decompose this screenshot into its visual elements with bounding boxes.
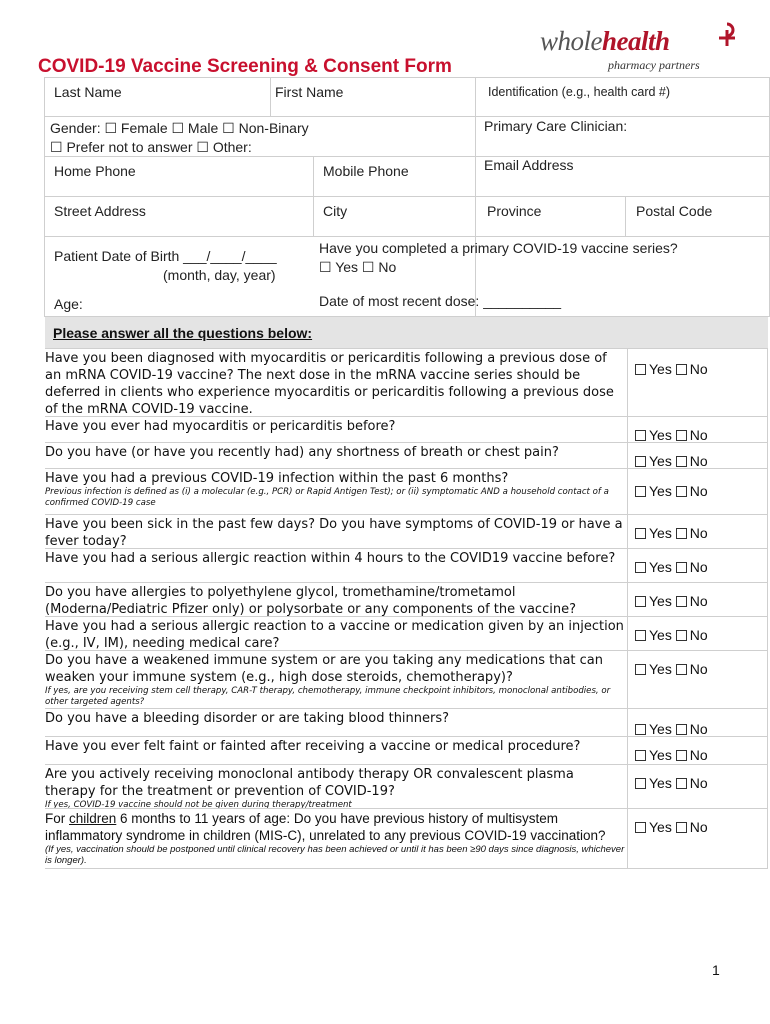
checkbox-icon	[635, 430, 646, 441]
yes-no-options	[635, 747, 708, 763]
table-bottom-border	[45, 868, 768, 869]
question-text	[45, 470, 625, 509]
yes-checkbox[interactable]	[635, 593, 672, 609]
no-label: No	[689, 775, 708, 791]
no-checkbox[interactable]	[676, 361, 708, 377]
question-text	[45, 584, 625, 618]
question-text	[45, 766, 625, 811]
dob-field[interactable]: Patient Date of Birth ___/____/____	[54, 248, 277, 264]
question-text-main: Do you have (or have you recently had) any shortness of breath or chest pain?	[45, 445, 559, 460]
yes-no-options	[635, 559, 708, 575]
question-text	[45, 516, 625, 550]
checkbox-icon	[635, 822, 646, 833]
first-name-field[interactable]: First Name	[275, 84, 344, 100]
logo-word-health: health	[602, 26, 670, 56]
yes-checkbox[interactable]	[635, 361, 672, 377]
checkbox-icon	[676, 486, 687, 497]
checkbox-icon	[635, 630, 646, 641]
yes-label: Yes	[649, 483, 672, 499]
yes-label: Yes	[649, 627, 672, 643]
yes-label: Yes	[649, 427, 672, 443]
yes-no-options	[635, 627, 708, 643]
checkbox-icon	[635, 486, 646, 497]
yes-label: Yes	[649, 775, 672, 791]
yes-checkbox[interactable]	[635, 661, 672, 677]
column-divider	[627, 651, 628, 709]
mobile-phone-field[interactable]: Mobile Phone	[323, 163, 409, 179]
yes-no-options	[635, 525, 708, 541]
question-row	[45, 736, 768, 765]
yes-label: Yes	[649, 559, 672, 575]
dob-format-hint: (month, day, year)	[163, 267, 276, 283]
question-text	[45, 350, 625, 418]
question-text-main: Have you had a previous COVID-19 infection within the past 6 months?	[45, 471, 509, 486]
column-divider	[627, 809, 628, 869]
question-text	[45, 618, 625, 652]
checkbox-icon	[676, 724, 687, 735]
question-text-main: Have you had a serious allergic reaction within 4 hours to the COVID19 vaccine before?	[45, 551, 616, 566]
no-checkbox[interactable]	[676, 747, 708, 763]
no-checkbox[interactable]	[676, 721, 708, 737]
no-checkbox[interactable]	[676, 819, 708, 835]
question-row	[45, 348, 768, 417]
question-row	[45, 808, 768, 869]
yes-no-options	[635, 819, 708, 835]
no-checkbox[interactable]	[676, 627, 708, 643]
yes-no-options	[635, 775, 708, 791]
yes-checkbox[interactable]	[635, 483, 672, 499]
yes-label: Yes	[649, 525, 672, 541]
no-checkbox[interactable]	[676, 427, 708, 443]
yes-checkbox[interactable]	[635, 819, 672, 835]
question-text-main: Have you ever had myocarditis or pericarditis before?	[45, 419, 396, 434]
no-label: No	[689, 525, 708, 541]
checkbox-icon	[635, 750, 646, 761]
brand-logo	[540, 22, 740, 74]
email-field[interactable]: Email Address	[484, 157, 574, 173]
column-divider	[627, 469, 628, 515]
plus-icon	[715, 22, 739, 46]
checkbox-icon	[676, 664, 687, 675]
checkbox-icon	[676, 562, 687, 573]
street-address-field[interactable]: Street Address	[54, 203, 146, 219]
province-field[interactable]: Province	[487, 203, 542, 219]
question-text	[45, 652, 625, 708]
yes-label: Yes	[649, 361, 672, 377]
column-divider	[627, 417, 628, 443]
no-label: No	[689, 747, 708, 763]
no-checkbox[interactable]	[676, 559, 708, 575]
column-divider	[627, 765, 628, 809]
checkbox-icon	[635, 778, 646, 789]
yes-no-options	[635, 661, 708, 677]
yes-checkbox[interactable]	[635, 721, 672, 737]
question-note: If yes, COVID-19 vaccine should not be given during therapy/treatment	[45, 800, 352, 810]
checkbox-icon	[635, 664, 646, 675]
checkbox-icon	[676, 528, 687, 539]
yes-label: Yes	[649, 661, 672, 677]
home-phone-field[interactable]: Home Phone	[54, 163, 136, 179]
question-text-main: Have you been sick in the past few days? Do you have symptoms of COVID-19 or have a fever today?	[45, 517, 623, 549]
no-checkbox[interactable]	[676, 525, 708, 541]
yes-checkbox[interactable]	[635, 559, 672, 575]
column-divider	[627, 709, 628, 737]
yes-label: Yes	[649, 819, 672, 835]
logo-word-whole: whole	[540, 26, 602, 56]
question-text	[45, 738, 625, 755]
question-note: (If yes, vaccination should be postponed until clinical recovery has been achieved or until it has been ≥90 days since diagnosis, whichever is longer).	[45, 844, 625, 866]
column-divider	[627, 617, 628, 651]
form-title: COVID-19 Vaccine Screening & Consent Form	[38, 56, 452, 77]
age-field[interactable]: Age:	[54, 296, 83, 312]
yes-label: Yes	[649, 453, 672, 469]
question-row	[45, 442, 768, 469]
yes-checkbox[interactable]	[635, 427, 672, 443]
postal-code-field[interactable]: Postal Code	[636, 203, 713, 219]
no-label: No	[689, 593, 708, 609]
checkbox-icon	[676, 778, 687, 789]
question-row	[45, 764, 768, 809]
recent-dose-field[interactable]: Date of most recent dose: __________	[319, 293, 562, 309]
yes-checkbox[interactable]	[635, 453, 672, 469]
question-text-main: Do you have a bleeding disorder or are taking blood thinners?	[45, 711, 450, 726]
questions-header-text: Please answer all the questions below:	[53, 325, 313, 341]
question-note: Previous infection is defined as (i) a molecular (e.g., PCR) or Rapid Antigen Test); or (ii) symptomatic AND a household contact of a confirmed COVID-19 case	[45, 487, 609, 508]
table-right-border	[767, 348, 768, 868]
yes-checkbox[interactable]	[635, 627, 672, 643]
column-divider	[627, 737, 628, 765]
no-label: No	[689, 453, 708, 469]
question-text-main: Have you ever felt faint or fainted after receiving a vaccine or medical procedure?	[45, 739, 581, 754]
no-checkbox[interactable]	[676, 453, 708, 469]
checkbox-icon	[635, 562, 646, 573]
question-row	[45, 708, 768, 737]
column-divider	[627, 443, 628, 469]
no-label: No	[689, 559, 708, 575]
question-text	[45, 418, 625, 435]
no-label: No	[689, 819, 708, 835]
question-text-pre: For	[45, 811, 70, 826]
question-text-emphasis: children	[69, 811, 117, 826]
question-text	[45, 810, 625, 866]
checkbox-icon	[635, 528, 646, 539]
question-row	[45, 582, 768, 617]
yes-label: Yes	[649, 747, 672, 763]
gender-options[interactable]: Gender: ☐ Female ☐ Male ☐ Non-Binary	[50, 120, 309, 136]
no-label: No	[689, 427, 708, 443]
checkbox-icon	[635, 364, 646, 375]
primary-series-question: Have you completed a primary COVID-19 vaccine series?	[319, 240, 678, 256]
yes-no-options	[635, 453, 708, 469]
column-divider	[627, 349, 628, 417]
no-label: No	[689, 661, 708, 677]
checkbox-icon	[676, 596, 687, 607]
yes-no-options	[635, 483, 708, 499]
identification-field[interactable]: Identification (e.g., health card #)	[488, 85, 671, 99]
checkbox-icon	[676, 456, 687, 467]
last-name-field[interactable]: Last Name	[54, 84, 122, 100]
checkbox-icon	[635, 456, 646, 467]
question-row	[45, 548, 768, 583]
yes-no-options	[635, 361, 708, 377]
yes-label: Yes	[649, 593, 672, 609]
checkbox-icon	[635, 724, 646, 735]
checkbox-icon	[676, 750, 687, 761]
no-checkbox[interactable]	[676, 661, 708, 677]
yes-label: Yes	[649, 721, 672, 737]
gender-options-more[interactable]: ☐ Prefer not to answer ☐ Other:	[50, 139, 252, 155]
no-label: No	[689, 721, 708, 737]
no-label: No	[689, 483, 708, 499]
city-field[interactable]: City	[323, 203, 348, 219]
primary-series-options[interactable]: ☐ Yes ☐ No	[319, 259, 397, 275]
question-row	[45, 416, 768, 443]
question-text-main: Do you have a weakened immune system or are you taking any medications that can weaken your immune system (e.g., high dose steroids, chemotherapy)?	[45, 653, 603, 685]
logo-subtitle: pharmacy partners	[608, 58, 700, 72]
checkbox-icon	[676, 630, 687, 641]
yes-no-options	[635, 721, 708, 737]
yes-no-options	[635, 593, 708, 609]
question-row	[45, 514, 768, 549]
checkbox-icon	[676, 364, 687, 375]
yes-checkbox[interactable]	[635, 747, 672, 763]
no-checkbox[interactable]	[676, 593, 708, 609]
checkbox-icon	[635, 596, 646, 607]
question-text	[45, 444, 625, 461]
question-text	[45, 550, 625, 567]
question-row	[45, 616, 768, 651]
question-text-main: Do you have allergies to polyethylene glycol, tromethamine/trometamol (Moderna/Pediatric Pfizer only) or polysorbate or any components of the vaccine?	[45, 585, 576, 617]
yes-checkbox[interactable]	[635, 525, 672, 541]
column-divider	[627, 583, 628, 617]
yes-no-options	[635, 427, 708, 443]
no-checkbox[interactable]	[676, 483, 708, 499]
column-divider	[627, 549, 628, 583]
yes-checkbox[interactable]	[635, 775, 672, 791]
question-text-main: Have you been diagnosed with myocarditis or pericarditis following a previous dose of an mRNA COVID-19 vaccine? The next dose in the mRNA vaccine series should be deferred in clients who experience myocarditis or pericarditis following a previous dose of the mRNA COVID-19 vaccine.	[45, 351, 614, 417]
page-number: 1	[712, 962, 720, 978]
question-row	[45, 650, 768, 709]
questions-header	[45, 316, 768, 349]
checkbox-icon	[676, 430, 687, 441]
question-text-main: Have you had a serious allergic reaction to a vaccine or medication given by an injection (e.g., IV, IM), needing medical care?	[45, 619, 624, 651]
primary-care-field[interactable]: Primary Care Clinician:	[484, 118, 628, 134]
question-row	[45, 468, 768, 515]
checkbox-icon	[676, 822, 687, 833]
no-label: No	[689, 361, 708, 377]
no-label: No	[689, 627, 708, 643]
demographics-grid	[44, 77, 770, 317]
question-text-main: Are you actively receiving monoclonal antibody therapy OR convalescent plasma therapy for the treatment or prevention of COVID-19?	[45, 767, 574, 799]
no-checkbox[interactable]	[676, 775, 708, 791]
question-note: If yes, are you receiving stem cell therapy, CAR-T therapy, chemotherapy, immune checkpoint inhibitors, monoclonal antibodies, or other targeted agents?	[45, 686, 611, 707]
column-divider	[627, 515, 628, 549]
question-text	[45, 710, 625, 727]
question-text-post: 6 months to 11 years of age: Do you have previous history of multisystem inflammatory syndrome in children (MIS-C), unrelated to any previous COVID-19 vaccination?	[45, 811, 606, 843]
